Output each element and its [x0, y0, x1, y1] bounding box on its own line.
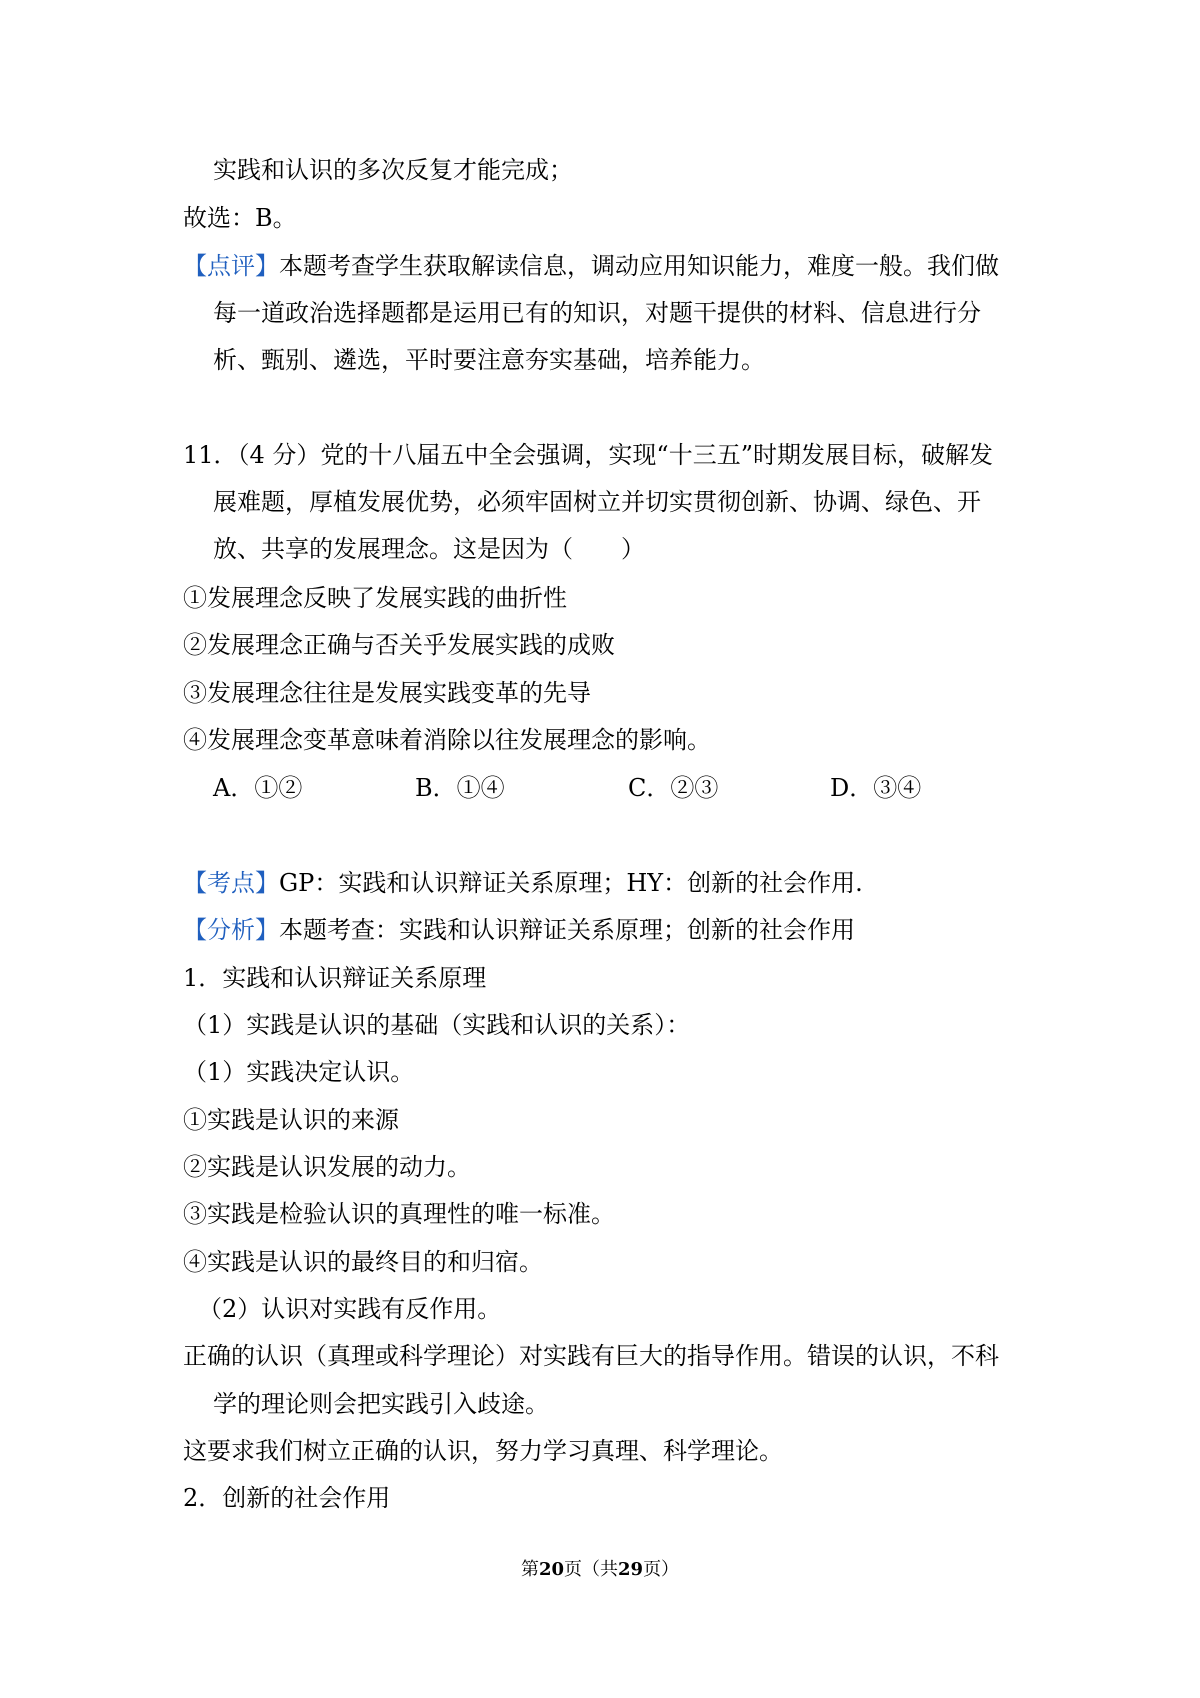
footer-prefix: 第	[520, 1559, 539, 1580]
answer-options	[213, 772, 973, 804]
review-line-2: 每一道政治选择题都是运用已有的知识，对题干提供的材料、信息进行分	[213, 299, 981, 327]
review-line-1	[183, 250, 999, 282]
footer-middle: 页（共	[564, 1559, 618, 1580]
fenxi-item: 2．创新的社会作用	[183, 1484, 391, 1512]
statement-3: ③发展理念往往是发展实践变革的先导	[183, 679, 591, 707]
review-line-3: 析、甄别、遴选，平时要注意夯实基础，培养能力。	[213, 346, 765, 374]
kaodian-tag: 【考点】	[183, 869, 279, 897]
footer-total-pages: 29	[618, 1559, 644, 1580]
fenxi-line	[183, 914, 855, 946]
fenxi-item: 正确的认识（真理或科学理论）对实践有巨大的指导作用。错误的认识，不科	[183, 1342, 999, 1370]
explanation-tail-line: 实践和认识的多次反复才能完成；	[213, 156, 573, 184]
kaodian-line	[183, 867, 863, 899]
option-a: A．①②	[213, 774, 303, 802]
answer-line: 故选：B。	[183, 204, 297, 232]
fenxi-item: ②实践是认识发展的动力。	[183, 1153, 471, 1181]
fenxi-item: ③实践是检验认识的真理性的唯一标准。	[183, 1200, 615, 1228]
question-line-2: 展难题，厚植发展优势，必须牢固树立并切实贯彻创新、协调、绿色、开	[213, 488, 981, 516]
footer-suffix: 页）	[643, 1559, 680, 1580]
kaodian-text: GP：实践和认识辩证关系原理；HY：创新的社会作用.	[279, 869, 863, 897]
fenxi-item: 1．实践和认识辩证关系原理	[183, 964, 487, 992]
fenxi-item: 这要求我们树立正确的认识，努力学习真理、科学理论。	[183, 1437, 783, 1465]
fenxi-item: （1）实践决定认识。	[183, 1058, 415, 1086]
question-line-1: 11．（4 分）党的十八届五中全会强调，实现“十三五”时期发展目标，破解发	[183, 441, 993, 469]
statement-1: ①发展理念反映了发展实践的曲折性	[183, 584, 567, 612]
review-tag: 【点评】	[183, 252, 279, 280]
option-b: B．①④	[415, 774, 505, 802]
fenxi-tag: 【分析】	[183, 916, 279, 944]
fenxi-item: ④实践是认识的最终目的和归宿。	[183, 1248, 543, 1276]
review-text: 本题考查学生获取解读信息，调动应用知识能力，难度一般。我们做	[279, 252, 999, 280]
statement-2: ②发展理念正确与否关乎发展实践的成败	[183, 631, 615, 659]
option-c: C．②③	[628, 774, 719, 802]
fenxi-text: 本题考查：实践和认识辩证关系原理；创新的社会作用	[279, 916, 855, 944]
question-line-3: 放、共享的发展理念。这是因为（ ）	[213, 535, 645, 563]
fenxi-item: （1）实践是认识的基础（实践和认识的关系）：	[183, 1011, 691, 1039]
fenxi-item: ①实践是认识的来源	[183, 1106, 399, 1134]
page-footer	[0, 1558, 1200, 1582]
footer-page-number: 20	[538, 1559, 564, 1580]
fenxi-item: 学的理论则会把实践引入歧途。	[213, 1390, 549, 1418]
option-d: D．③④	[830, 774, 922, 802]
fenxi-item: （2）认识对实践有反作用。	[198, 1295, 502, 1323]
statement-4: ④发展理念变革意味着消除以往发展理念的影响。	[183, 726, 711, 754]
